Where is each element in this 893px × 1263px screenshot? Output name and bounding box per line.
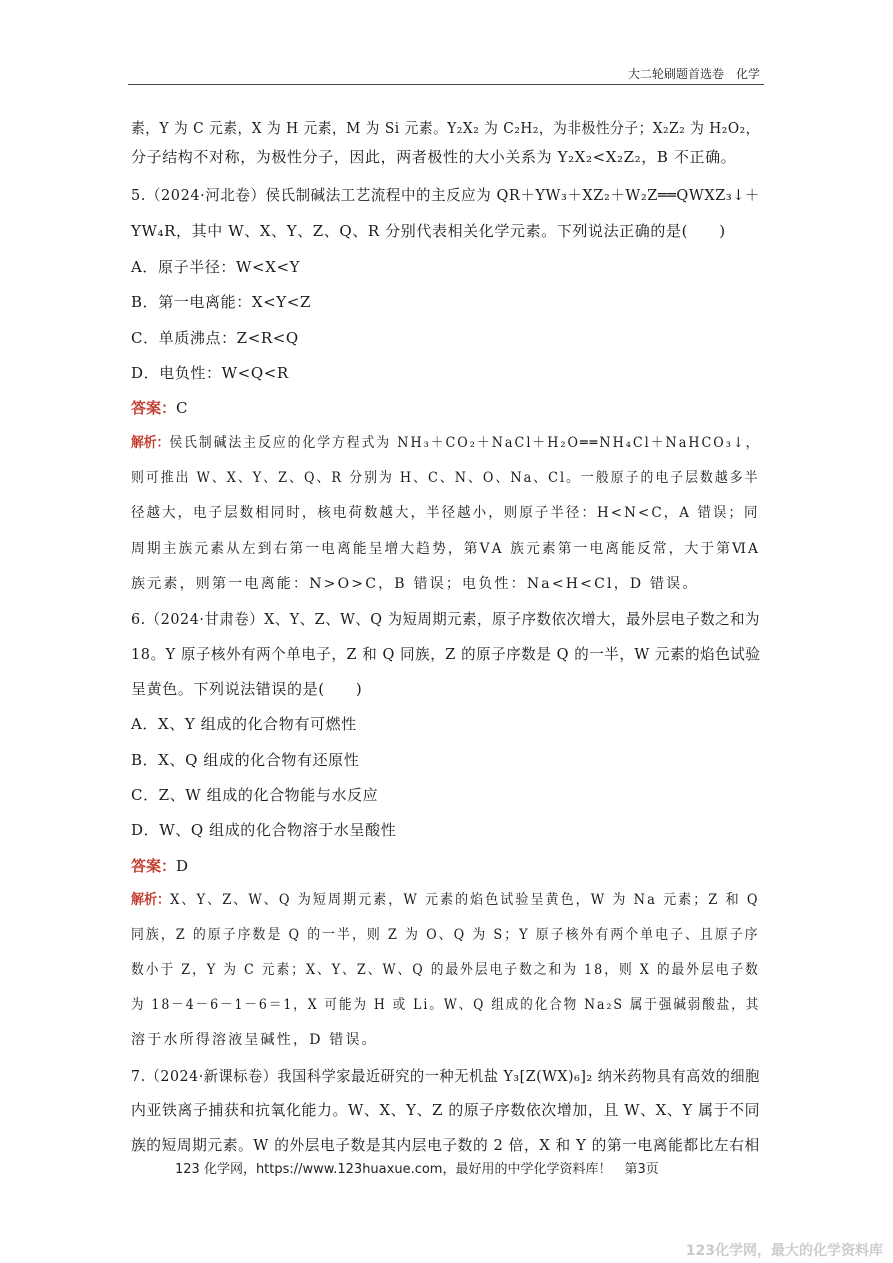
text-line: 分子结构不对称，为极性分子，因此，两者极性的大小关系为 Y₂X₂<X₂Z₂，B 不正确。 bbox=[131, 148, 737, 166]
header-title: 大二轮刷题首选卷 化学 bbox=[627, 67, 760, 81]
text-line: D．W、Q 组成的化合物溶于水呈酸性 bbox=[131, 821, 397, 839]
text-line: 解析：侯氏制碱法主反应的化学方程式为 NH₃＋CO₂＋NaCl＋H₂O══NH₄Cl＋NaHCO₃↓， bbox=[131, 435, 761, 451]
text-line: 族的短周期元素。W 的外层电子数是其内层电子数的 2 倍，X 和 Y 的第一电离能都比左右相 bbox=[131, 1136, 760, 1154]
text-line: 18。Y 原子核外有两个单电子，Z 和 Q 同族，Z 的原子序数是 Q 的一半，W 元素的焰色试验 bbox=[131, 645, 761, 663]
text-line: 为 18－4－6－1－6＝1，X 可能为 H 或 Li。W、Q 组成的化合物 Na₂S 属于强碱弱酸盐，其 bbox=[131, 997, 761, 1013]
text-line: 数小于 Z，Y 为 C 元素；X、Y、Z、W、Q 的最外层电子数之和为 18，则 X 的最外层电子数 bbox=[131, 962, 760, 978]
watermark-text: 123化学网，最大的化学资料库 bbox=[685, 1243, 883, 1259]
text-line: A．X、Y 组成的化合物有可燃性 bbox=[131, 715, 357, 733]
text-line: 7.（2024·新课标卷）我国科学家最近研究的一种无机盐 Y₃[Z(WX)₆]₂ 纳米药物具有高效的细胞 bbox=[131, 1067, 760, 1085]
text-line: 族元素，则第一电离能：N>O>C，B 错误；电负性：Na<H<Cl，D 错误。 bbox=[131, 576, 699, 592]
text-line: 溶于水所得溶液呈碱性，D 错误。 bbox=[131, 1032, 378, 1048]
label-tag: 答案： bbox=[131, 399, 177, 417]
text-line: 则可推出 W、X、Y、Z、Q、R 分别为 H、C、N、O、Na、Cl。一般原子的电子层数越多半 bbox=[131, 470, 760, 486]
text-line: B．X、Q 组成的化合物有还原性 bbox=[131, 751, 360, 769]
text-line: C．单质沸点：Z<R<Q bbox=[131, 329, 299, 347]
text-line: 6.（2024·甘肃卷）X、Y、Z、W、Q 为短周期元素，原子序数依次增大，最外层电子数之和为 bbox=[131, 610, 760, 628]
text-line: YW₄R，其中 W、X、Y、Z、Q、R 分别代表相关化学元素。下列说法正确的是( ) bbox=[131, 222, 726, 240]
text-line: 径越大，电子层数相同时，核电荷数越大，半径越小，则原子半径：H<N<C，A 错误；同 bbox=[131, 505, 760, 521]
text-line: A．原子半径：W<X<Y bbox=[131, 258, 301, 276]
text-line: 答案：D bbox=[131, 857, 189, 875]
text-line: C．Z、W 组成的化合物能与水反应 bbox=[131, 786, 379, 804]
text-line: 周期主族元素从左到右第一电离能呈增大趋势，第ⅤA 族元素第一电离能反常，大于第ⅥA bbox=[131, 541, 761, 557]
text-line: 素，Y 为 C 元素，X 为 H 元素，M 为 Si 元素。Y₂X₂ 为 C₂H₂，为非极性分子；X₂Z₂ 为 H₂O₂， bbox=[131, 119, 760, 137]
label-tag: 答案： bbox=[131, 857, 177, 875]
page-footer: 123 化学网，https://www.123huaxue.com，最好用的中学化学资料库！ 第3页 bbox=[175, 1162, 659, 1177]
text-line: 解析：X、Y、Z、W、Q 为短周期元素，W 元素的焰色试验呈黄色，W 为 Na 元素；Z 和 Q bbox=[131, 892, 760, 908]
text-line: B．第一电离能：X<Y<Z bbox=[131, 293, 311, 311]
label-tag: 解析： bbox=[131, 435, 170, 451]
label-tag: 解析： bbox=[131, 892, 171, 908]
text-line: 5.（2024·河北卷）侯氏制碱法工艺流程中的主反应为 QR＋YW₃＋XZ₂＋W₂Z══QWXZ₃↓＋ bbox=[131, 186, 760, 204]
text-line: 呈黄色。下列说法错误的是( ) bbox=[131, 680, 363, 698]
text-line: 同族，Z 的原子序数是 Q 的一半，则 Z 为 O、Q 为 S；Y 原子核外有两个单电子、且原子序 bbox=[131, 927, 760, 943]
text-line: D．电负性：W<Q<R bbox=[131, 364, 289, 382]
page-header bbox=[128, 62, 764, 85]
text-line: 答案：C bbox=[131, 399, 189, 417]
text-line: 内亚铁离子捕获和抗氧化能力。W、X、Y、Z 的原子序数依次增加，且 W、X、Y 属于不同 bbox=[131, 1101, 761, 1119]
